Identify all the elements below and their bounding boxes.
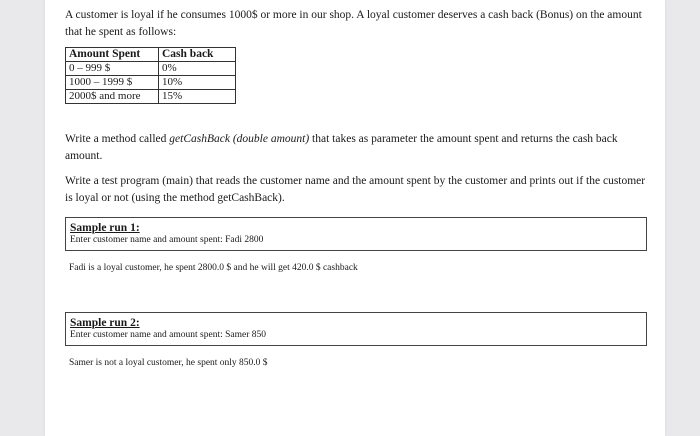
table-header-row (66, 48, 236, 62)
table-cell-amount: 1000 – 1999 $ (66, 76, 159, 90)
table-row (66, 62, 236, 76)
sample-run-1-input: Enter customer name and amount spent: Fadi 2800 (70, 235, 264, 245)
header-amount-spent: Amount Spent (66, 48, 159, 62)
intro-paragraph: A customer is loyal if he consumes 1000$ or more in our shop. A loyal customer deserves a cash back (Bonus) on the amount that he spent as follows: (65, 9, 642, 38)
method-signature: getCashBack (double amount) (169, 133, 310, 145)
table-cell-cashback: 0% (159, 62, 236, 76)
table-row (66, 76, 236, 90)
test-program-paragraph: Write a test program (main) that reads the customer name and the amount spent by the customer and prints out if the customer is loyal or not (using the method getCashBack). (65, 175, 646, 204)
table-cell-amount: 0 – 999 $ (66, 62, 159, 76)
method-prefix: Write a method called (65, 133, 170, 145)
sample-run-2-output: Samer is not a loyal customer, he spent only 850.0 $ (69, 358, 268, 368)
table-cell-cashback: 15% (159, 90, 236, 104)
cashback-table (65, 47, 236, 104)
sample-run-2-box (65, 312, 647, 346)
sample-run-2-input: Enter customer name and amount spent: Samer 850 (70, 330, 267, 340)
header-cash-back: Cash back (159, 48, 236, 62)
table-cell-cashback: 10% (159, 76, 236, 90)
sample-run-1-box (65, 217, 647, 251)
document-page (45, 0, 665, 436)
method-suffix: that takes as parameter the amount spent and returns the cash back amount. (65, 133, 618, 162)
method-paragraph (65, 131, 647, 165)
table-cell-amount: 2000$ and more (66, 90, 159, 104)
document-content (65, 7, 647, 369)
sample-run-1-title: Sample run 1: (70, 222, 140, 234)
sample-run-2-title: Sample run 2: (70, 317, 140, 329)
table-row (66, 90, 236, 104)
sample-run-1-output: Fadi is a loyal customer, he spent 2800.0 $ and he will get 420.0 $ cashback (69, 263, 358, 273)
